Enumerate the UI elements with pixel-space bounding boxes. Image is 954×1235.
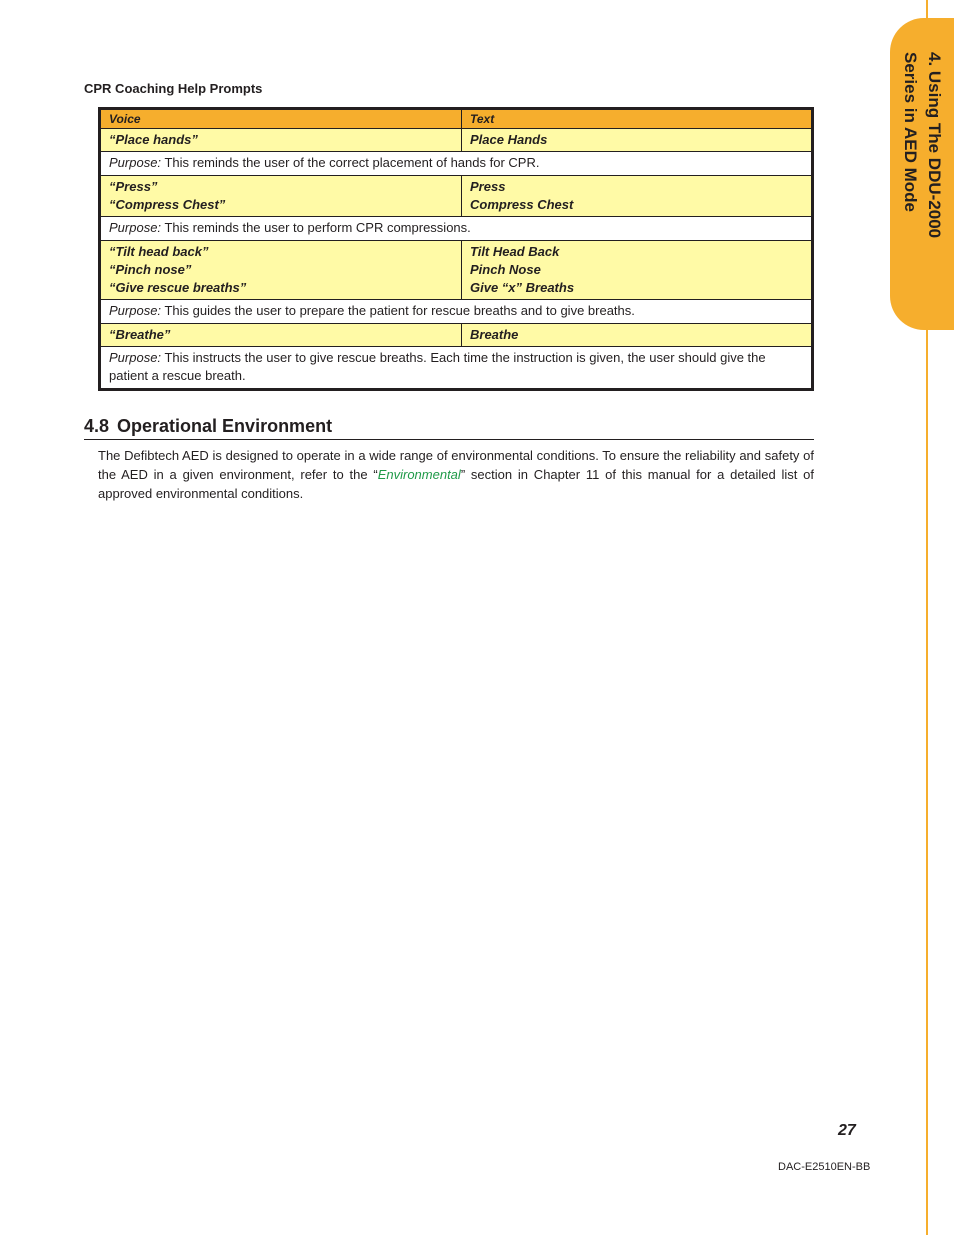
purpose-row (100, 152, 813, 176)
environmental-link[interactable]: Environmental (377, 467, 461, 482)
purpose-row (100, 300, 813, 324)
header-text: Text (462, 109, 813, 129)
purpose-row (100, 217, 813, 241)
prompt-row (100, 176, 813, 217)
purpose-text: This reminds the user to perform CPR compressions. (164, 220, 471, 235)
purpose-text: This reminds the user of the correct placement of hands for CPR. (164, 155, 540, 170)
voice-prompt: “Breathe” (109, 327, 171, 342)
purpose-text: This guides the user to prepare the patient for rescue breaths and to give breaths. (164, 303, 635, 318)
purpose-cell (100, 300, 813, 324)
voice-cell (100, 129, 462, 152)
body-text-start: The Defibtech AED is designed to operate in a wide range of environmental conditions. To ensure the reliability and safety of the AED in a given environment, refer to the “ (98, 448, 814, 482)
voice-prompt: “Compress Chest” (109, 197, 226, 212)
voice-prompt: “Give rescue breaths” (109, 280, 247, 295)
section-title: Operational Environment (117, 416, 333, 436)
purpose-row (100, 347, 813, 390)
purpose-label: Purpose: (109, 350, 162, 365)
purpose-label: Purpose: (109, 155, 162, 170)
chapter-tab-title-line1: 4. Using The DDU-2000 (925, 52, 944, 239)
voice-cell (100, 176, 462, 217)
purpose-label: Purpose: (109, 220, 162, 235)
document-code: DAC-E2510EN-BB (778, 1161, 871, 1173)
section-heading (84, 416, 814, 440)
chapter-tab-title (896, 52, 946, 322)
section-body (98, 446, 814, 503)
voice-prompt: “Tilt head back” (109, 244, 209, 259)
cpr-prompts-table (98, 107, 814, 391)
purpose-text: This instructs the user to give rescue breaths. Each time the instruction is given, the user should give the patient a rescue breath. (109, 350, 766, 383)
voice-prompt: “Press” (109, 179, 158, 194)
text-cell (462, 324, 813, 347)
text-prompt: Pinch Nose (470, 262, 541, 277)
prompt-row (100, 129, 813, 152)
page-number: 27 (838, 1122, 856, 1139)
voice-cell (100, 324, 462, 347)
voice-cell (100, 241, 462, 300)
body-text-end: ” section in Chapter 11 of this manual for a detailed list of approved environmental conditions. (98, 467, 814, 501)
text-cell (462, 129, 813, 152)
purpose-cell (100, 152, 813, 176)
purpose-cell (100, 347, 813, 390)
text-prompt: Compress Chest (470, 197, 574, 212)
text-prompt: Breathe (470, 327, 519, 342)
text-cell (462, 176, 813, 217)
purpose-label: Purpose: (109, 303, 162, 318)
text-cell (462, 241, 813, 300)
voice-prompt: “Pinch nose” (109, 262, 192, 277)
prompt-row (100, 241, 813, 300)
table-header-row (100, 109, 813, 129)
section-number: 4.8 (84, 416, 110, 436)
text-prompt: Press (470, 179, 506, 194)
prompt-row (100, 324, 813, 347)
header-voice: Voice (100, 109, 462, 129)
text-prompt: Tilt Head Back (470, 244, 560, 259)
text-prompt: Place Hands (470, 132, 548, 147)
text-prompt: Give “x” Breaths (470, 280, 575, 295)
chapter-tab-title-line2: Series in AED Mode (901, 52, 920, 212)
voice-prompt: “Place hands” (109, 132, 198, 147)
table-heading: CPR Coaching Help Prompts (84, 81, 263, 96)
purpose-cell (100, 217, 813, 241)
